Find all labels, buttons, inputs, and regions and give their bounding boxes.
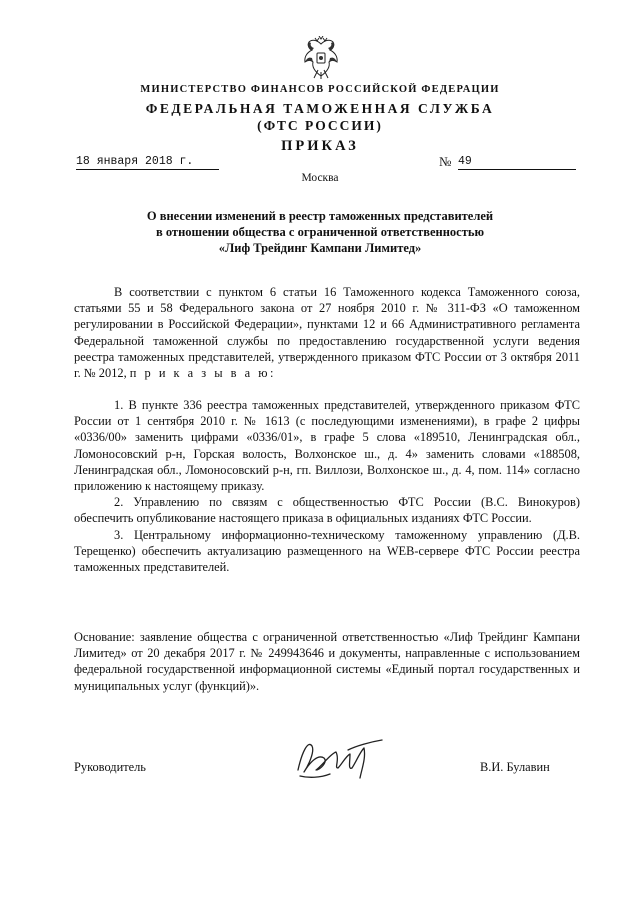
signer-name: В.И. Булавин <box>480 760 550 774</box>
subject-line: О внесении изменений в реестр таможенных представителей <box>146 209 494 223</box>
order-number: 49 <box>458 154 576 170</box>
subject-line: в отношении общества с ограниченной ответственностью <box>155 225 485 239</box>
document-type-title: ПРИКАЗ <box>281 138 359 154</box>
handwritten-signature-icon <box>290 732 390 782</box>
order-item: 1. В пункте 336 реестра таможенных представителей, утвержденного приказом ФТС России от 1 сентября 2010 г. № 1613 (с последующими изменениями), в графе 2 цифры «0336/00» заменить цифрами «0336/01», в графе 5 слова «189510, Ленинградская обл., Ломоносовский р-н, Горская волость, Волхонское ш., д. 4» заменить словами «188508, Ленинградская обл., Ломоносовский р-н, гп. Виллози, Волхонское ш., д. 4, пом. 114» согласно приложению к настоящему приказу. <box>74 398 580 494</box>
order-word: п р и к а з ы в а ю: <box>129 366 276 381</box>
order-date: 18 января 2018 г. <box>76 154 219 170</box>
service-abbreviation: (ФТС РОССИИ) <box>257 118 383 133</box>
subject-line: «Лиф Трейдинг Кампани Лимитед» <box>218 241 422 255</box>
order-number-label: № <box>439 154 452 169</box>
ministry-name: МИНИСТЕРСТВО ФИНАНСОВ РОССИЙСКОЙ ФЕДЕРАЦИИ <box>140 84 500 95</box>
order-item: 2. Управлению по связям с общественностью ФТС России (В.С. Винокуров) обеспечить опубликование настоящего приказа в официальных изданиях ФТС России. <box>74 495 580 526</box>
preamble-paragraph <box>74 284 580 381</box>
signer-position: Руководитель <box>74 760 146 774</box>
service-name: ФЕДЕРАЛЬНАЯ ТАМОЖЕННАЯ СЛУЖБА <box>145 101 495 116</box>
preamble-text: В соответствии с пунктом 6 статьи 16 Таможенного кодекса Таможенного союза, статьями 55 и 58 Федерального закона от 27 ноября 2010 г. № 311-ФЗ «О таможенном регулировании в Российской Федерации», пунктами 12 и 66 Административного регламента Федеральной таможенной службы по предоставлению государственной услуги ведения реестра таможенных представителей, утвержденного приказом ФТС России от 3 октября 2011 г. № 2012, <box>74 285 580 381</box>
order-item: 3. Центральному информационно-техническому таможенному управлению (Д.В. Терещенко) обеспечить актуализацию размещенного на WEB-сервере ФТС России реестра таможенных представителей. <box>74 527 580 575</box>
order-items <box>74 397 580 575</box>
double-headed-eagle-emblem-icon <box>300 36 342 80</box>
basis-paragraph <box>74 629 580 694</box>
order-subject <box>0 208 640 256</box>
city: Москва <box>301 172 339 184</box>
basis-text: Основание: заявление общества с ограниченной ответственностью «Лиф Трейдинг Кампани Лимитед» от 20 декабря 2017 г. № 249943646 и документы, направленные с использованием федеральной государственной информационной системы «Единый портал государственных и муниципальных услуг (функций)». <box>74 630 580 693</box>
